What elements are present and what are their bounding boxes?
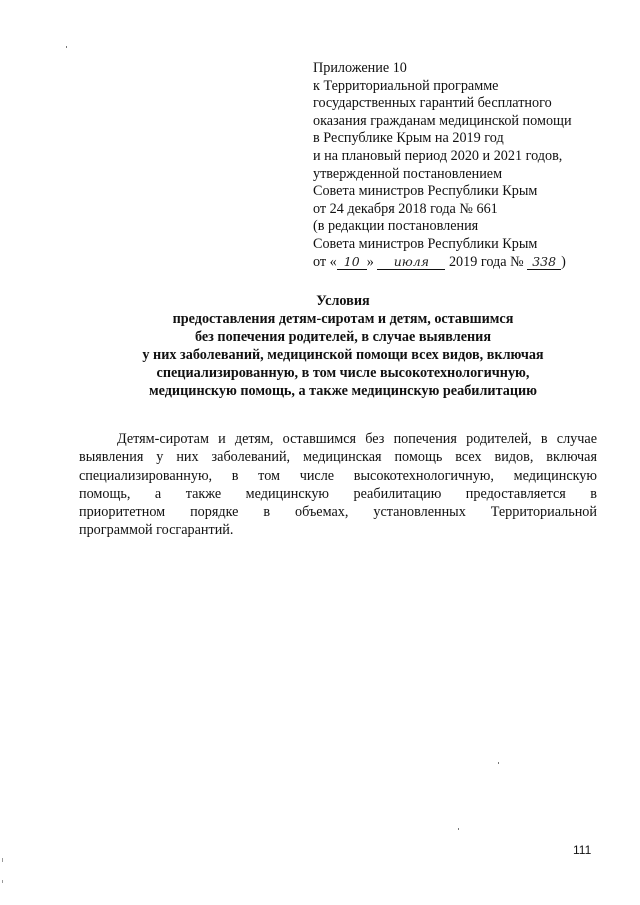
scan-edge-mark (2, 858, 3, 862)
appendix-line: утвержденной постановлением (313, 165, 503, 182)
title-line: медицинскую помощь, а также медицинскую реабилитацию (148, 383, 538, 399)
body-paragraph (79, 430, 597, 540)
page-number: 111 (573, 843, 592, 857)
body-line: специализированную, в том числе высокотехнологичную, медицинскую (79, 467, 597, 484)
title-heading: Условия (316, 293, 370, 309)
body-line: программой госгарантий. (79, 522, 234, 539)
amendment-date-prefix: от « (313, 253, 337, 270)
appendix-line: и на плановый период 2020 и 2021 годов, (313, 147, 563, 164)
title-line: предоставления детям-сиротам и детям, оставшимся (172, 311, 514, 327)
amendment-date-line (313, 254, 613, 272)
scan-edge-mark (2, 880, 3, 883)
appendix-line: Приложение 10 (313, 60, 407, 76)
handwritten-month: июля (377, 255, 445, 269)
appendix-line: в Республике Крым на 2019 год (313, 130, 504, 147)
amendment-date-mid: » (366, 253, 374, 270)
appendix-line: государственных гарантий бесплатного (313, 95, 552, 112)
appendix-line: к Территориальной программе (313, 77, 499, 94)
scan-speck (66, 46, 67, 48)
handwritten-day: 10 (337, 255, 367, 269)
amendment-suffix: ) (561, 253, 566, 270)
appendix-line: Совета министров Республики Крым (313, 183, 538, 200)
appendix-block (313, 60, 613, 271)
document-title (100, 292, 586, 400)
handwritten-number: 338 (527, 255, 561, 269)
appendix-line: (в редакции постановления (313, 218, 479, 235)
appendix-line: от 24 декабря 2018 года № 661 (313, 200, 498, 217)
body-line: помощь, а также медицинскую реабилитацию предоставляется в (79, 485, 597, 502)
title-line: без попечения родителей, в случае выявления (194, 329, 492, 345)
scan-speck (498, 762, 499, 764)
amendment-year-text: 2019 года № (448, 253, 524, 270)
body-line: выявления у них заболеваний, медицинская помощь всех видов, включая (79, 449, 597, 466)
appendix-line: оказания гражданам медицинской помощи (313, 112, 572, 129)
title-line: специализированную, в том числе высокотехнологичную, (156, 365, 530, 381)
body-line: приоритетном порядке в объемах, установленных Территориальной (79, 504, 597, 521)
appendix-line: Совета министров Республики Крым (313, 235, 538, 252)
scan-speck (458, 828, 459, 830)
title-line: у них заболеваний, медицинской помощи всех видов, включая (142, 347, 544, 363)
body-line: Детям-сиротам и детям, оставшимся без попечения родителей, в случае (117, 431, 597, 447)
